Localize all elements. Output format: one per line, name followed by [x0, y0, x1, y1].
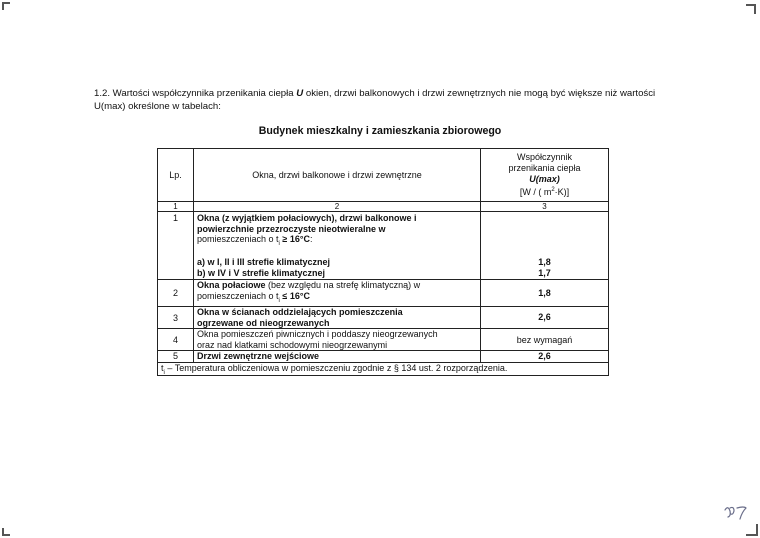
intro-text: 1.2. Wartości współczynnika przenikania ciepła: [94, 88, 297, 99]
table-row: [158, 329, 609, 351]
row-lp: 1: [158, 212, 194, 280]
row-value: bez wymagań: [481, 329, 609, 351]
intro-paragraph: [94, 88, 674, 113]
table-title: Budynek mieszkalny i zamieszkania zbiorowego: [258, 125, 502, 137]
intro-text: okien, drzwi balkonowych i drzwi zewnętrznych nie mogą być większe niż wartości U(max) określone w tabelach:: [94, 88, 656, 112]
row-description: Drzwi zewnętrzne wejściowe: [194, 351, 481, 363]
row-lp: 5: [158, 351, 194, 363]
page-corner-mark: [746, 524, 758, 536]
row-value: 1,8 1,7: [481, 212, 609, 280]
row-description: Okna połaciowe (bez względu na strefę klimatyczną) w pomieszczeniach o $t_i \le 16^\circ C$: [194, 280, 481, 307]
row-value: 1,8: [481, 280, 609, 307]
u-max-table: [157, 148, 609, 376]
row-value: 2,6: [481, 307, 609, 329]
header-row: [158, 149, 609, 202]
header-coefficient: Współczynnik przenikania ciepła U(max) [W / ( $m^2\cdot K$)]: [481, 149, 609, 202]
handwritten-page-number: [722, 502, 752, 522]
row-lp: 3: [158, 307, 194, 329]
table-row: [158, 307, 609, 329]
row-description: Okna w ścianach oddzielających pomieszczenia ogrzewane od nieogrzewanych: [194, 307, 481, 329]
header-symbol: U(max): [529, 174, 560, 184]
page-corner-mark: [2, 2, 10, 10]
column-index-row: 1 2 3: [158, 202, 609, 212]
row-description: Okna (z wyjątkiem połaciowych), drzwi balkonowe i powierzchnie przezroczyste nieotwieralne w pomieszczeniach o $t_i \ge 16^\circ C$: a) w I, II i III strefie klimatycznej b) w IV i V strefie klimatycznej: [194, 212, 481, 280]
table-footnote: $t_i$ – Temperatura obliczeniowa w pomieszczeniu zgodnie z § 134 ust. 2 rozporządzenia.: [158, 362, 609, 376]
row-lp: 2: [158, 280, 194, 307]
table-row: [158, 351, 609, 363]
footnote-row: [158, 362, 609, 376]
table-row: [158, 280, 609, 307]
header-unit: [W / ( $m^2\cdot K$)]: [519, 187, 570, 197]
header-lp: Lp.: [158, 149, 194, 202]
row-lp: 4: [158, 329, 194, 351]
header-description: Okna, drzwi balkonowe i drzwi zewnętrzne: [194, 149, 481, 202]
row-value: 2,6: [481, 351, 609, 363]
page-corner-mark: [2, 528, 10, 536]
table-row: [158, 212, 609, 280]
row-description: Okna pomieszczeń piwnicznych i poddaszy nieogrzewanych oraz nad klatkami schodowymi nieogrzewanymi: [194, 329, 481, 351]
page-corner-mark: [746, 4, 756, 14]
intro-symbol: U: [296, 88, 304, 99]
